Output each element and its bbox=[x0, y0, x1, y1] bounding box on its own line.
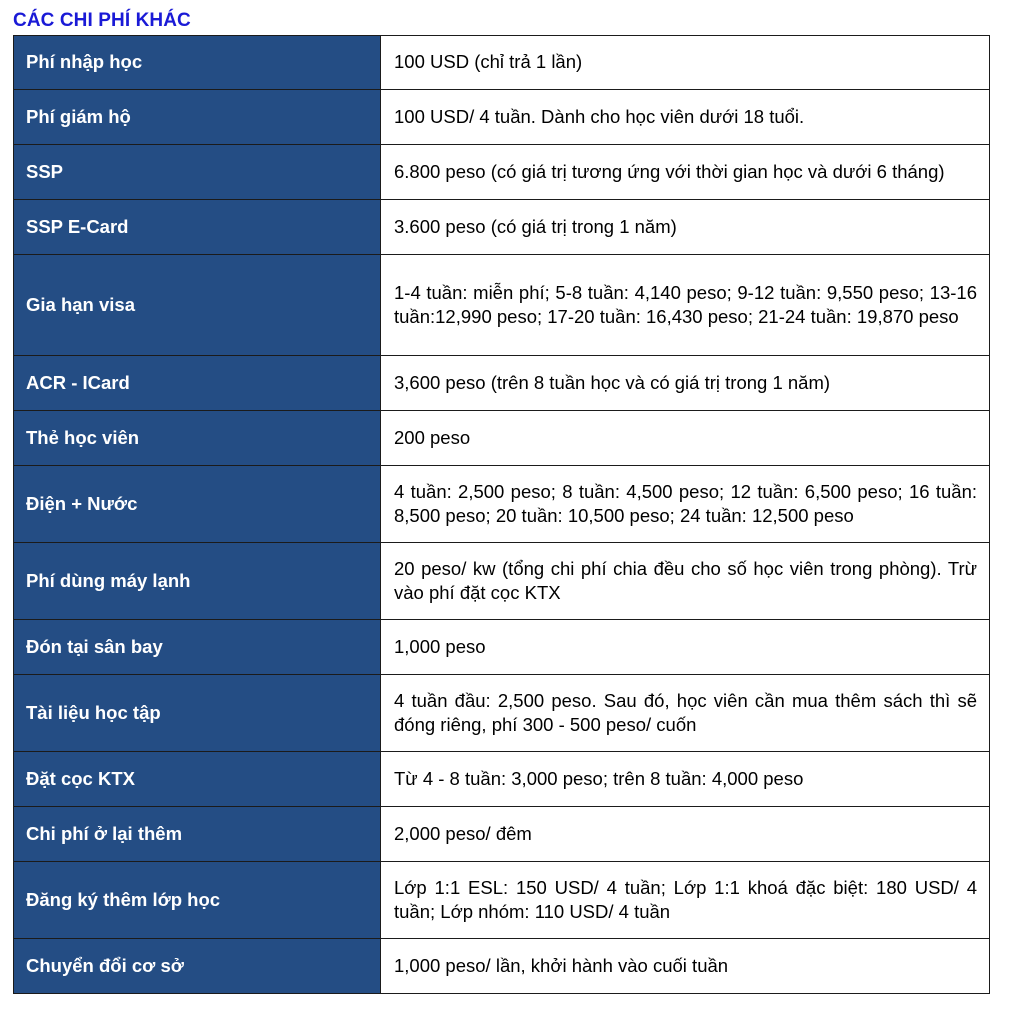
table-row bbox=[14, 410, 990, 465]
row-label: Chuyển đổi cơ sở bbox=[14, 938, 381, 993]
row-value: 100 USD/ 4 tuần. Dành cho học viên dưới 18 tuổi. bbox=[381, 89, 990, 144]
section-title: CÁC CHI PHÍ KHÁC bbox=[13, 10, 191, 31]
row-label: ACR - ICard bbox=[14, 355, 381, 410]
row-value: 3.600 peso (có giá trị trong 1 năm) bbox=[381, 199, 990, 254]
table-row bbox=[14, 89, 990, 144]
row-value: 1-4 tuần: miễn phí; 5-8 tuần: 4,140 peso; 9-12 tuần: 9,550 peso; 13-16 tuần:12,990 peso; 17-20 tuần: 16,430 peso; 21-24 tuần: 19,870 peso bbox=[381, 254, 990, 355]
table-row bbox=[14, 199, 990, 254]
row-value: Từ 4 - 8 tuần: 3,000 peso; trên 8 tuần: 4,000 peso bbox=[381, 751, 990, 806]
row-label: Thẻ học viên bbox=[14, 410, 381, 465]
row-label: Gia hạn visa bbox=[14, 254, 381, 355]
row-label: Phí dùng máy lạnh bbox=[14, 542, 381, 619]
row-label: Đón tại sân bay bbox=[14, 619, 381, 674]
table-row bbox=[14, 465, 990, 542]
table-row bbox=[14, 674, 990, 751]
row-label: Tài liệu học tập bbox=[14, 674, 381, 751]
row-label: SSP bbox=[14, 144, 381, 199]
table-row bbox=[14, 619, 990, 674]
row-value: 100 USD (chỉ trả 1 lần) bbox=[381, 36, 990, 90]
row-label: SSP E-Card bbox=[14, 199, 381, 254]
row-value: 1,000 peso bbox=[381, 619, 990, 674]
table-row bbox=[14, 751, 990, 806]
row-label: Phí nhập học bbox=[14, 36, 381, 90]
row-value: 20 peso/ kw (tổng chi phí chia đều cho số học viên trong phòng). Trừ vào phí đặt cọc KTX bbox=[381, 542, 990, 619]
row-value: 6.800 peso (có giá trị tương ứng với thời gian học và dưới 6 tháng) bbox=[381, 144, 990, 199]
row-label: Chi phí ở lại thêm bbox=[14, 806, 381, 861]
row-label: Đặt cọc KTX bbox=[14, 751, 381, 806]
row-label: Phí giám hộ bbox=[14, 89, 381, 144]
table-row bbox=[14, 254, 990, 355]
table-row bbox=[14, 355, 990, 410]
fees-table bbox=[13, 35, 990, 994]
row-value: 4 tuần: 2,500 peso; 8 tuần: 4,500 peso; 12 tuần: 6,500 peso; 16 tuần: 8,500 peso; 20 tuần: 10,500 peso; 24 tuần: 12,500 peso bbox=[381, 465, 990, 542]
table-row bbox=[14, 861, 990, 938]
table-row bbox=[14, 144, 990, 199]
row-value: 200 peso bbox=[381, 410, 990, 465]
row-value: 4 tuần đầu: 2,500 peso. Sau đó, học viên cần mua thêm sách thì sẽ đóng riêng, phí 300 - 500 peso/ cuốn bbox=[381, 674, 990, 751]
table-row bbox=[14, 806, 990, 861]
row-value: 1,000 peso/ lần, khởi hành vào cuối tuần bbox=[381, 938, 990, 993]
row-value: Lớp 1:1 ESL: 150 USD/ 4 tuần; Lớp 1:1 khoá đặc biệt: 180 USD/ 4 tuần; Lớp nhóm: 110 USD/ 4 tuần bbox=[381, 861, 990, 938]
row-label: Đăng ký thêm lớp học bbox=[14, 861, 381, 938]
table-row bbox=[14, 542, 990, 619]
row-label: Điện + Nước bbox=[14, 465, 381, 542]
row-value: 2,000 peso/ đêm bbox=[381, 806, 990, 861]
table-row bbox=[14, 36, 990, 90]
row-value: 3,600 peso (trên 8 tuần học và có giá trị trong 1 năm) bbox=[381, 355, 990, 410]
table-row bbox=[14, 938, 990, 993]
